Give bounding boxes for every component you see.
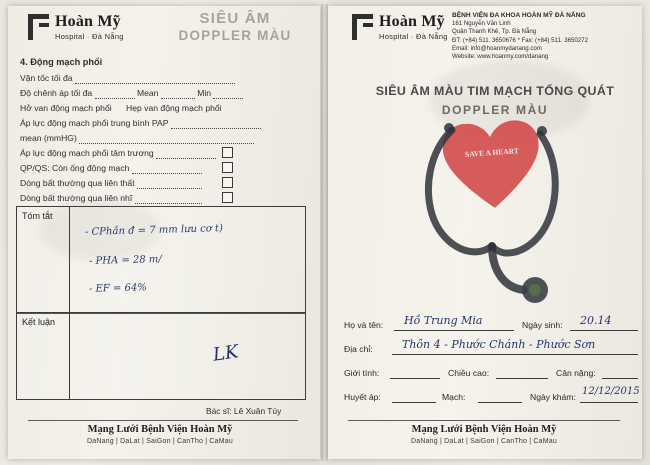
- field-label: Dòng bất thường qua liên thất: [20, 178, 135, 188]
- watermark-line2: DOPPLER MÀU: [178, 28, 292, 43]
- form-row: [20, 192, 305, 207]
- handwriting-value: Thôn 4 - Phước Chánh - Phước Sơn: [402, 338, 596, 351]
- handwriting-signature: LK: [211, 341, 240, 366]
- field-label: Chiều cao:: [448, 368, 490, 378]
- handwriting-value: 20.14: [580, 314, 612, 327]
- watermark-line1: SIÊU ÂM: [199, 10, 271, 27]
- field-label: Họ và tên:: [344, 320, 384, 330]
- field-label: Áp lực động mạch phổi tâm trương: [20, 148, 154, 158]
- form-row: [20, 117, 305, 132]
- page-fold-crease: [321, 4, 328, 461]
- address-line: Website: www.hoanmy.com/danang: [452, 53, 549, 61]
- field-label: Độ chênh áp tối đa: [20, 88, 93, 98]
- hospital-logo-right: [352, 14, 448, 41]
- conclusion-box: [16, 312, 306, 400]
- left-form-fields: [20, 57, 305, 207]
- heart-label: SAVE A HEART: [464, 146, 520, 159]
- checkbox[interactable]: [222, 147, 233, 158]
- hospital-logo-left: [28, 14, 124, 41]
- checkbox[interactable]: [222, 177, 233, 188]
- field-label: Cân nặng:: [556, 368, 596, 378]
- address-line: Email: info@hoanmydanang.com: [452, 44, 542, 52]
- field-label: Mạch:: [442, 392, 466, 402]
- report-title-right: [352, 84, 638, 117]
- form-row: [20, 162, 305, 177]
- summary-label: Tóm tắt: [22, 211, 53, 221]
- field-label: Ngày khám:: [530, 392, 576, 402]
- field-label: Địa chỉ:: [344, 344, 373, 354]
- field-label: Hở van động mạch phổi: [20, 103, 112, 113]
- form-row: [20, 72, 305, 87]
- watermark-title-left: [160, 10, 310, 44]
- form-row: [20, 102, 305, 117]
- field-label: Dòng bất thường qua liên nhĩ: [20, 193, 133, 203]
- report-title-line2: DOPPLER MÀU: [441, 103, 549, 117]
- logo-name-right: Hoàn Mỹ: [379, 13, 445, 30]
- field-label: Vận tốc tối đa: [20, 73, 73, 83]
- field-label-end: Min: [197, 88, 212, 98]
- hoan-my-logo-icon: [28, 14, 50, 40]
- handwriting-value: 12/12/2015: [582, 386, 640, 397]
- form-row: [20, 132, 305, 147]
- summary-box: [16, 206, 306, 314]
- patient-info-fields: [344, 314, 640, 414]
- footer-title: Mạng Lưới Bệnh Viện Hoàn Mỹ: [87, 424, 233, 435]
- field-label: mean (mmHG): [20, 133, 77, 143]
- footer-cities: DaNang | DaLat | SaiGon | CanTho | CaMau: [86, 438, 233, 445]
- form-row: [20, 177, 305, 192]
- handwriting-line: - CPhần đ = 7 mm lưu cơ t): [84, 223, 224, 238]
- field-label: Giới tính:: [344, 368, 380, 378]
- conclusion-label: Kết luận: [22, 317, 56, 327]
- field-label: Ngày sinh:: [522, 320, 563, 330]
- doctor-name: Bác sĩ: Lê Xuân Túy: [206, 406, 282, 416]
- heart-stethoscope-graphic: [392, 120, 592, 310]
- patient-row-vitals: [344, 386, 640, 414]
- logo-subtitle-right: Hospital · Đà Nẵng: [379, 32, 448, 41]
- report-title-line1: SIÊU ÂM MÀU TIM MẠCH TỔNG QUÁT: [375, 84, 615, 98]
- field-label: Áp lực động mạch phổi trung bình PAP: [20, 118, 169, 128]
- field-label: QP/QS: Còn ống động mạch: [20, 163, 130, 173]
- handwriting-line: - EF = 64%: [88, 282, 147, 295]
- handwriting-line: - PHA = 28 m/: [88, 253, 162, 268]
- checkbox[interactable]: [222, 162, 233, 173]
- form-row: [20, 87, 305, 102]
- section-title: 4. Động mạch phổi: [20, 57, 103, 67]
- handwriting-value: Hồ Trung Mia: [404, 314, 483, 327]
- field-value: Hẹp van động mạch phổi: [126, 103, 222, 113]
- patient-row-address: [344, 338, 640, 366]
- stethoscope-icon: [392, 120, 592, 310]
- field-label-mid: Mean: [136, 88, 159, 98]
- address-line: BỆNH VIỆN ĐA KHOA HOÀN MỸ ĐÀ NẴNG: [452, 12, 586, 19]
- checkbox[interactable]: [222, 192, 233, 203]
- hoan-my-logo-icon: [352, 14, 374, 40]
- address-line: Quận Thanh Khê, Tp. Đà Nẵng: [452, 28, 537, 36]
- field-label: Huyết áp:: [344, 392, 381, 402]
- hospital-address: [452, 12, 642, 61]
- address-line: 161 Nguyễn Văn Linh: [452, 20, 511, 28]
- footer-cities: DaNang | DaLat | SaiGon | CanTho | CaMau: [410, 438, 557, 445]
- footer-right: [334, 424, 634, 445]
- footer-left: [16, 424, 304, 445]
- form-row: [20, 147, 305, 162]
- address-line: ĐT: (+84) 511. 3650676 * Fax: (+84) 511. 3650272: [452, 36, 588, 44]
- logo-subtitle-left: Hospital · Đà Nẵng: [55, 32, 124, 41]
- logo-name-left: Hoàn Mỹ: [55, 13, 121, 30]
- footer-title: Mạng Lưới Bệnh Viện Hoàn Mỹ: [411, 424, 557, 435]
